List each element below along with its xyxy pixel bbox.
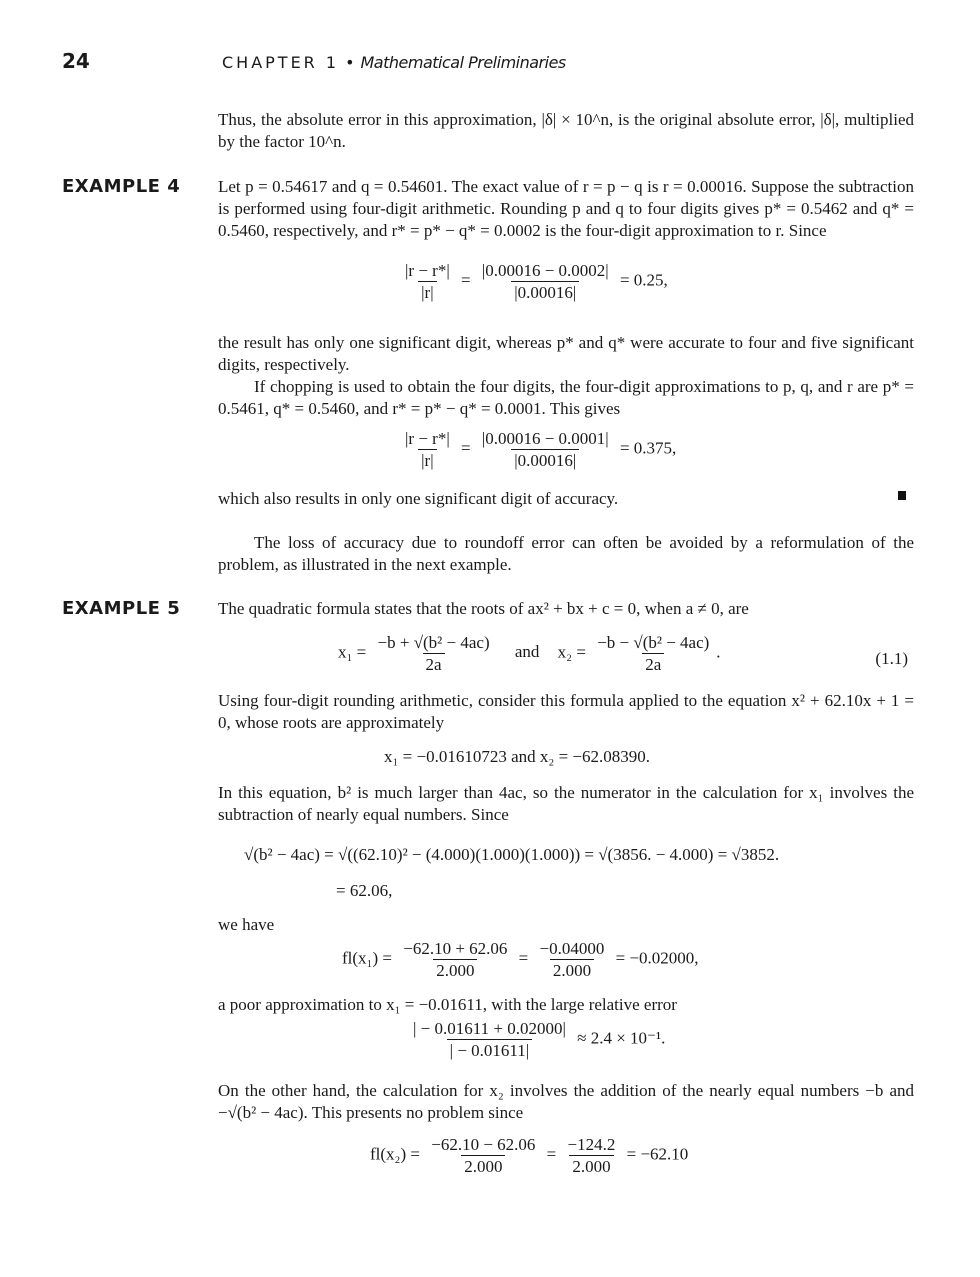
equation-result: = 0.375,	[619, 438, 677, 458]
fraction-denominator: 2.000	[569, 1155, 613, 1177]
example-5-label: EXAMPLE 5	[62, 598, 181, 619]
example-5-paragraph-1: The quadratic formula states that the roots of ax² + bx + c = 0, when a ≠ 0, are	[218, 599, 749, 618]
fraction-numerator: −62.10 + 62.06	[403, 939, 508, 958]
equation-fl-x2: fl(x₂) = $\frac{-62.10 - 62.06}{2.000}$ = $\frac{-124.2}{2.000}$ = −62.10	[370, 1135, 689, 1176]
equation-fl-x1: fl(x₁) = $\frac{-62.10 + 62.06}{2.000}$ = $\frac{-0.04000}{2.000}$ = −0.02000,	[342, 939, 699, 980]
fraction-denominator: 2a	[642, 653, 664, 675]
chapter-title: Mathematical Preliminaries	[360, 53, 566, 72]
fl-x1-label: fl(x₁) =	[342, 948, 392, 968]
fraction-denominator: |r|	[418, 281, 436, 303]
intro-paragraph: Thus, the absolute error in this approximation, |δ| × 10^n, is the original absolute error, |δ|, multiplied by the factor 10^n.	[218, 110, 914, 151]
fraction-denominator: |0.00016|	[511, 449, 579, 471]
fraction-numerator: −b + √(b² − 4ac)	[377, 633, 490, 652]
fraction-numerator: −124.2	[567, 1135, 616, 1154]
example-4-paragraph-1: Let p = 0.54617 and q = 0.54601. The exact value of r = p − q is r = 0.00016. Suppose the subtraction is performed using four-digit arithmetic. Rounding p and q to four digits gives p* = 0.5462 and q* = 0.5460, respectively, and r* = p* − q* = 0.0002 is the four-digit approximation to r. Since	[218, 177, 914, 240]
example-4-paragraph-3: If chopping is used to obtain the four digits, the four-digit approximations to p, q, and r are p* = 0.5461, q* = 0.5460, and r* = p* − q* = 0.0001. This gives	[218, 377, 914, 418]
example-5-paragraph-4: a poor approximation to x₁ = −0.01611, with the large relative error	[218, 995, 677, 1014]
fraction-numerator: |0.00016 − 0.0002|	[481, 261, 609, 280]
equation-quadratic-formula: x₁ = $\frac{\text{−b + √(b² − 4ac)}}{2a}$ and x₂ = $\frac{\text{−b − √(b² − 4ac)}}{2a}$ .	[338, 633, 721, 674]
end-of-example-marker	[898, 491, 906, 500]
fraction-denominator: 2a	[423, 653, 445, 675]
running-header	[222, 52, 566, 74]
fl-x2-label: fl(x₂) =	[370, 1144, 420, 1164]
fraction-denominator: 2.000	[433, 959, 477, 981]
fraction-denominator: 2.000	[550, 959, 594, 981]
x2-label: x₂ =	[557, 642, 586, 662]
x1-label: x₁ =	[338, 642, 367, 662]
example-5-paragraph-2: Using four-digit rounding arithmetic, consider this formula applied to the equation x² + 62.10x + 1 = 0, whose roots are approximately	[218, 691, 914, 732]
fraction-denominator: | − 0.01611|	[447, 1039, 533, 1061]
example-4-paragraph-2: the result has only one significant digit, whereas p* and q* were accurate to four and five significant digits, respectively.	[218, 333, 914, 374]
fraction-numerator: −0.04000	[539, 939, 605, 958]
fraction-numerator: | − 0.01611 + 0.02000|	[413, 1019, 566, 1038]
fraction-numerator: −b − √(b² − 4ac)	[597, 633, 710, 652]
fraction-numerator: |0.00016 − 0.0001|	[481, 429, 609, 448]
fraction-denominator: |r|	[418, 449, 436, 471]
equation-result: = 0.25,	[619, 270, 668, 290]
and-word: and	[514, 642, 540, 662]
equation-result: ≈ 2.4 × 10⁻¹.	[577, 1028, 666, 1048]
equation-number: (1.1)	[875, 649, 908, 668]
page-number: 24	[62, 49, 90, 73]
example-4-label: EXAMPLE 4	[62, 176, 181, 197]
header-separator: •	[345, 53, 355, 72]
equation-result: = −62.10	[626, 1144, 689, 1164]
equation-result: = −0.02000,	[615, 948, 699, 968]
equation-relative-error-rounding: $\frac{|r - r*|}{|r|}$ = $\frac{|0.00016 - 0.0002|}{|0.00016|}$ = 0.25,	[398, 260, 668, 303]
example-4-paragraph-4: which also results in only one significant digit of accuracy.	[218, 489, 619, 508]
roots-line: x₁ = −0.01610723 and x₂ = −62.08390.	[384, 747, 650, 766]
sqrt-computation-line-1: √(b² − 4ac) = √((62.10)² − (4.000)(1.000)(1.000)) = √(3856. − 4.000) = √3852.	[244, 845, 780, 864]
fraction-numerator: |r − r*|	[405, 429, 450, 448]
fraction-numerator: −62.10 − 62.06	[431, 1135, 536, 1154]
equation-large-relative-error	[406, 1018, 665, 1061]
equation-relative-error-chopping: $\frac{|r - r*|}{|r|}$ = $\frac{|0.00016 - 0.0001|}{|0.00016|}$ = 0.375,	[398, 428, 676, 471]
example-5-paragraph-5: On the other hand, the calculation for x₂ involves the addition of the nearly equal numbers −b and −√(b² − 4ac). This presents no problem since	[218, 1081, 914, 1122]
sqrt-computation-line-2: = 62.06,	[336, 881, 393, 900]
transition-paragraph: The loss of accuracy due to roundoff error can often be avoided by a reformulation of the problem, as illustrated in the next example.	[218, 533, 914, 574]
example-5-paragraph-3: In this equation, b² is much larger than 4ac, so the numerator in the calculation for x₁ involves the subtraction of nearly equal numbers. Since	[218, 783, 914, 824]
fraction-denominator: 2.000	[461, 1155, 505, 1177]
we-have-text: we have	[218, 915, 275, 934]
chapter-label: CHAPTER 1	[222, 53, 340, 72]
fraction-denominator: |0.00016|	[511, 281, 579, 303]
fraction-numerator: |r − r*|	[405, 261, 450, 280]
